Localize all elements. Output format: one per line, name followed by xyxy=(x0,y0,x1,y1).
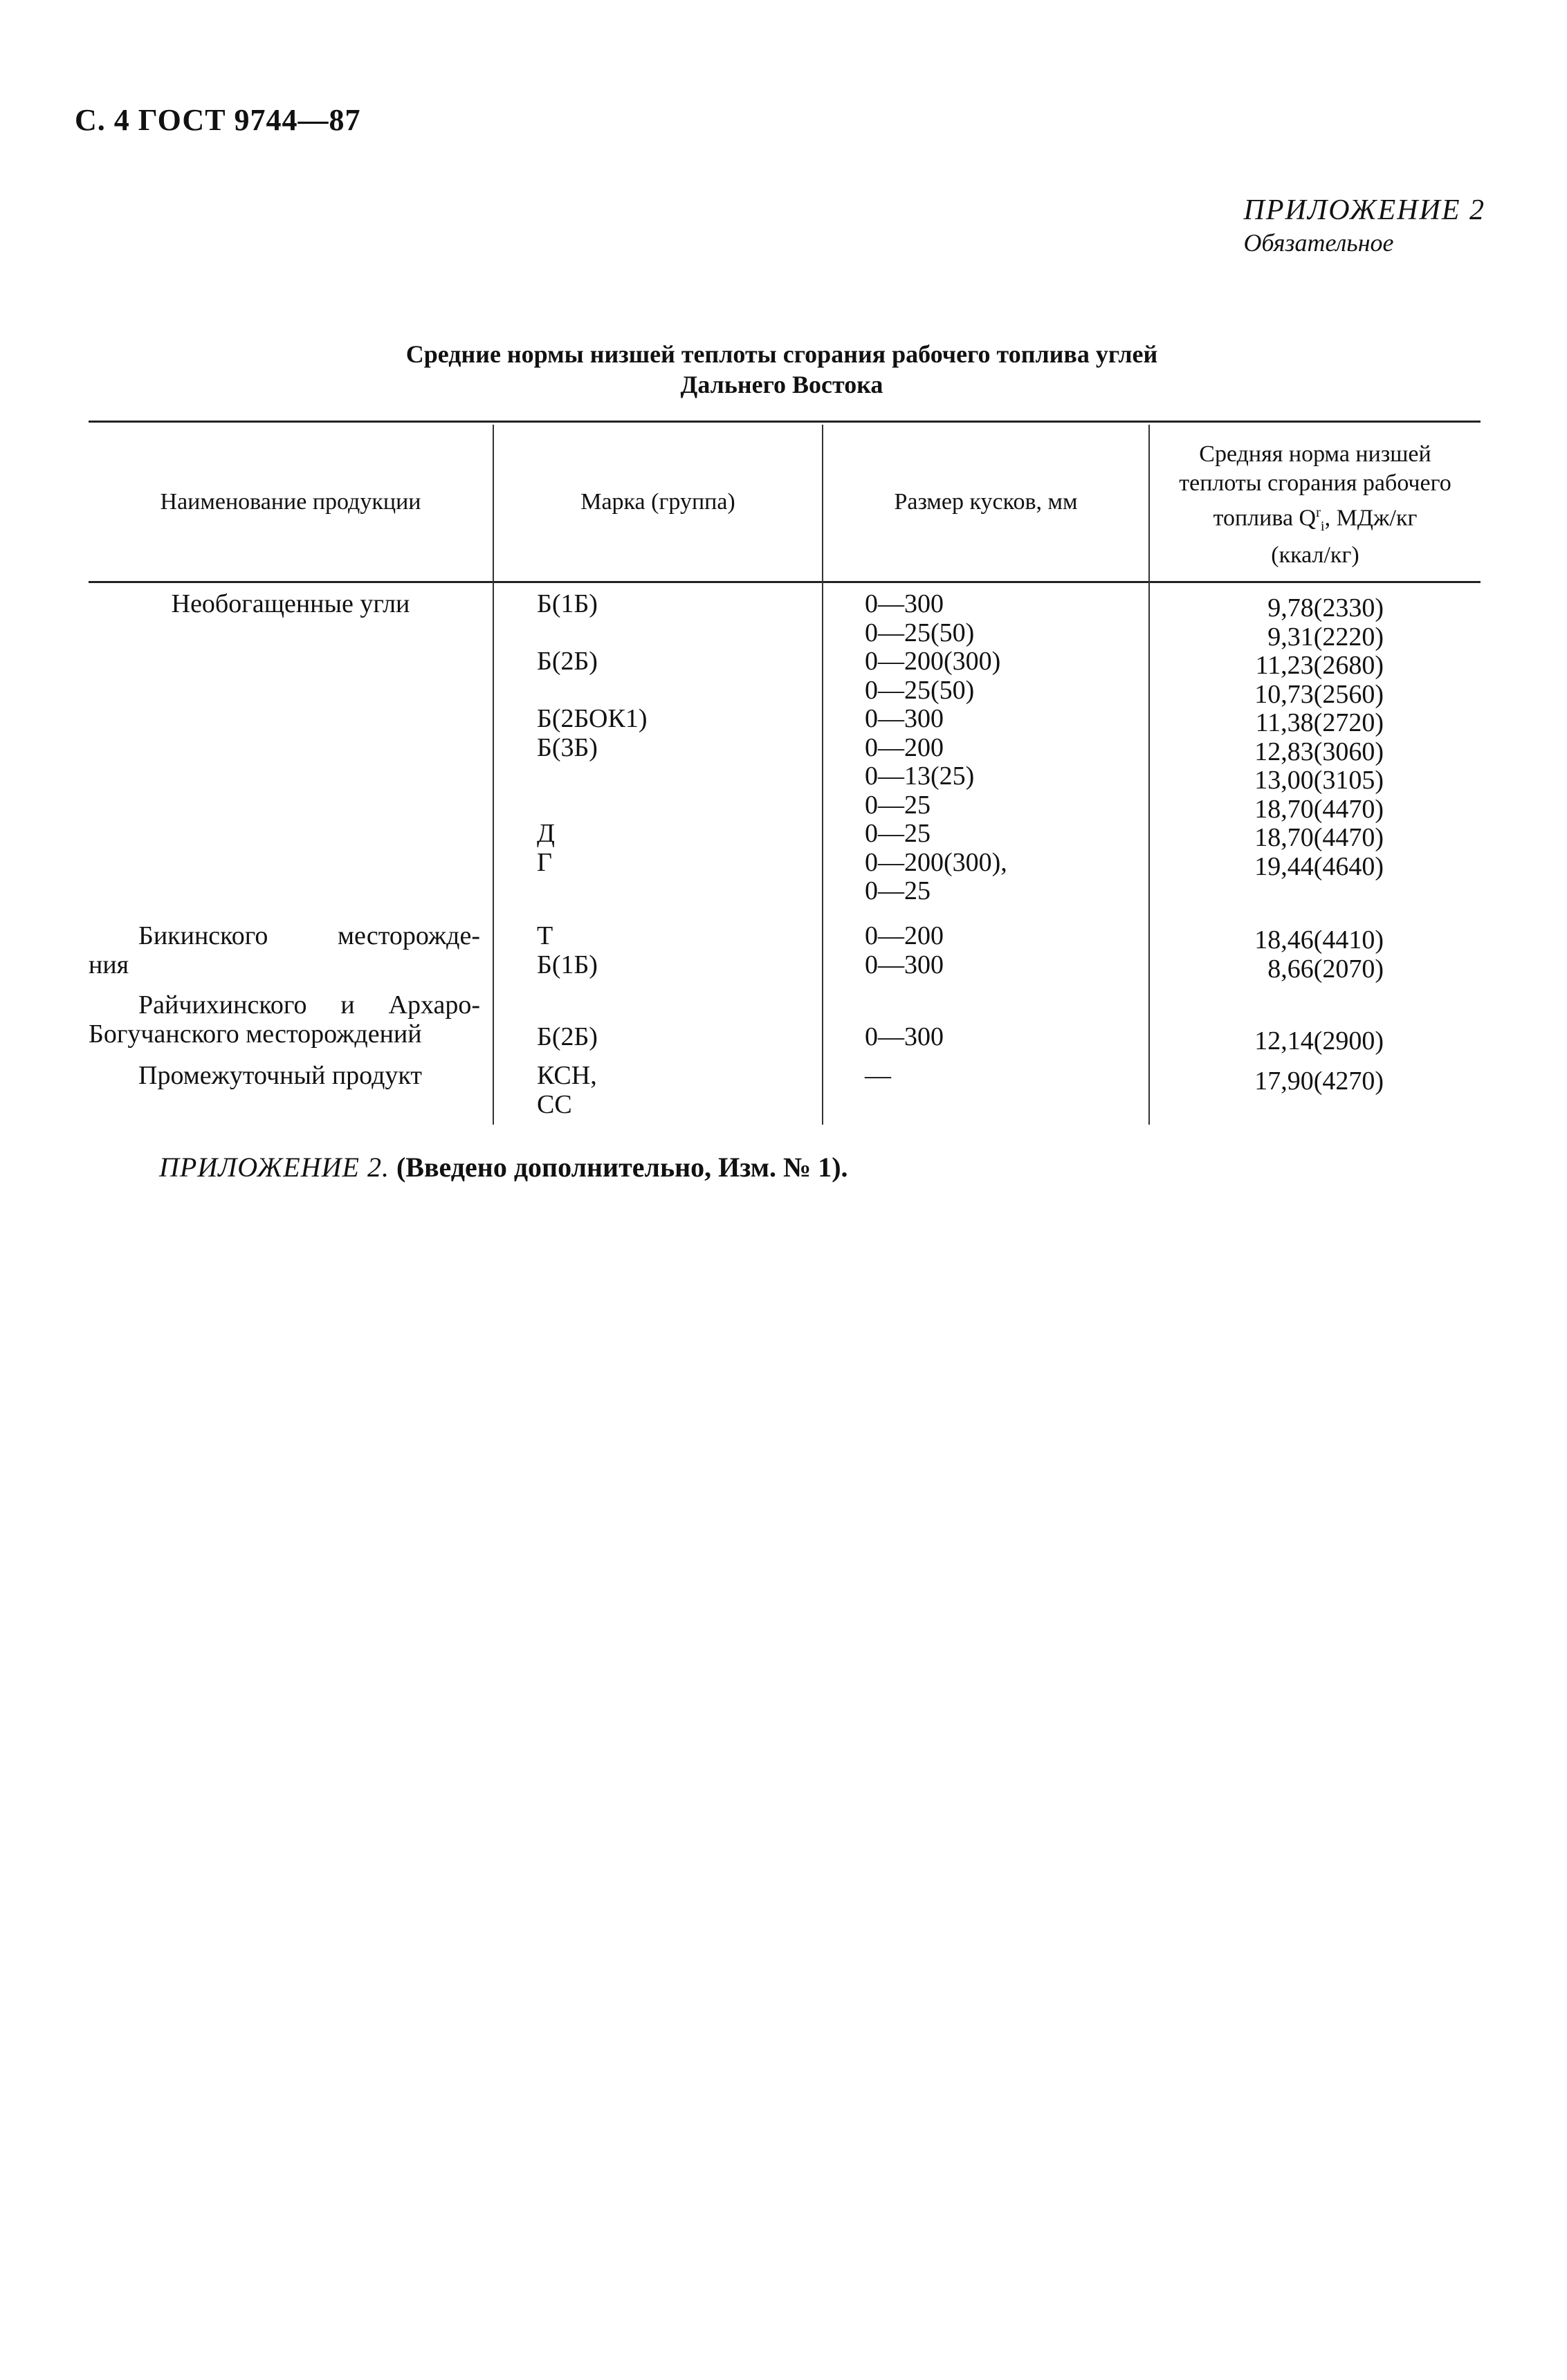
size-intermediate: — xyxy=(865,1061,891,1090)
size-cell: 0—200 xyxy=(865,733,944,762)
size-cell: 0—25 xyxy=(865,791,931,820)
header-calorific-unit: , МДж/кг xyxy=(1324,505,1418,531)
page-header: С. 4 ГОСТ 9744—87 xyxy=(75,103,361,137)
value-cell: 13,00(3105) xyxy=(1254,766,1384,795)
size-raich: 0—300 xyxy=(865,1022,944,1051)
grade-bikin-2: Б(1Б) xyxy=(537,950,598,979)
header-calorific xyxy=(1150,436,1481,574)
row-name-raich-2: Богучанского месторождений xyxy=(89,1020,422,1049)
header-calorific-line1: Средняя норма низшей xyxy=(1199,441,1431,467)
value-cell: 18,70(4470) xyxy=(1254,795,1384,824)
size-bikin-2: 0—300 xyxy=(865,950,944,979)
size-cell: 0—25 xyxy=(865,819,931,848)
row-name-intermediate: Промежуточный продукт xyxy=(138,1061,422,1090)
grade-bikin-1: Т xyxy=(537,921,553,950)
table-title-line1: Средние нормы низшей теплоты сгорания рабочего топлива углей xyxy=(405,340,1158,368)
header-calorific-sup: r xyxy=(1316,504,1321,520)
appendix-title: ПРИЛОЖЕНИЕ 2 xyxy=(1243,194,1485,226)
footnote xyxy=(159,1151,848,1183)
size-cell: 0—25(50) xyxy=(865,676,975,705)
header-calorific-sub: i xyxy=(1320,519,1325,535)
grade-intermediate-2: СС xyxy=(537,1090,572,1119)
value-cell: 11,38(2720) xyxy=(1255,708,1384,737)
header-size: Размер кусков, мм xyxy=(894,489,1078,515)
value-cell: 9,31(2220) xyxy=(1267,622,1384,652)
size-cell: 0—300 xyxy=(865,589,944,618)
value-cell: 12,83(3060) xyxy=(1254,737,1384,766)
grade-cell: Б(2Б) xyxy=(537,647,598,676)
grade-cell: Г xyxy=(537,848,552,877)
value-bikin-1: 18,46(4410) xyxy=(1254,925,1384,954)
row-name-bikin-1: Бикинского месторожде- xyxy=(138,921,480,950)
footnote-text: (Введено дополнительно, Изм. № 1). xyxy=(396,1152,848,1183)
size-cell: 0—200(300), xyxy=(865,848,1007,877)
table-title xyxy=(332,339,1231,400)
grade-cell: Б(3Б) xyxy=(537,733,598,762)
header-calorific-line4: (ккал/кг) xyxy=(1271,542,1359,569)
table-header-rule xyxy=(89,581,1481,583)
value-cell: 19,44(4640) xyxy=(1254,852,1384,881)
table-top-rule xyxy=(89,421,1481,423)
value-cell: 18,70(4470) xyxy=(1254,823,1384,852)
row-name-unbeneficiated: Необогащенные угли xyxy=(171,589,410,618)
grade-intermediate-1: КСН, xyxy=(537,1061,597,1090)
grade-cell: Б(2БОК1) xyxy=(537,704,648,733)
value-cell: 10,73(2560) xyxy=(1254,680,1384,709)
size-cell: 0—25 xyxy=(865,876,931,905)
appendix-label xyxy=(1244,194,1485,257)
header-grade: Марка (группа) xyxy=(580,489,735,515)
appendix-subtitle: Обязательное xyxy=(1243,229,1394,257)
header-calorific-line3 xyxy=(1213,498,1418,541)
row-name-bikin-2: ния xyxy=(89,950,129,979)
size-bikin-1: 0—200 xyxy=(865,921,944,950)
value-intermediate: 17,90(4270) xyxy=(1254,1067,1384,1096)
row-name-raich-1: Райчихинского и Архаро- xyxy=(138,990,480,1020)
size-cell: 0—200(300) xyxy=(865,647,1001,676)
footnote-ref: ПРИЛОЖЕНИЕ 2. xyxy=(159,1152,390,1183)
header-name: Наименование продукции xyxy=(160,489,421,515)
size-cell: 0—13(25) xyxy=(865,762,975,791)
grade-cell: Б(1Б) xyxy=(537,589,598,618)
grade-raich: Б(2Б) xyxy=(537,1022,598,1051)
grade-cell: Д xyxy=(537,819,555,848)
value-bikin-2: 8,66(2070) xyxy=(1267,954,1384,984)
value-raich: 12,14(2900) xyxy=(1254,1026,1384,1055)
value-cell: 11,23(2680) xyxy=(1255,651,1384,680)
size-cell: 0—25(50) xyxy=(865,618,975,647)
header-calorific-q: топлива Q xyxy=(1213,505,1317,531)
size-cell: 0—300 xyxy=(865,704,944,733)
value-cell: 9,78(2330) xyxy=(1267,593,1384,622)
table-title-line2: Дальнего Востока xyxy=(680,371,883,398)
header-calorific-line2: теплоты сгорания рабочего xyxy=(1179,470,1451,496)
